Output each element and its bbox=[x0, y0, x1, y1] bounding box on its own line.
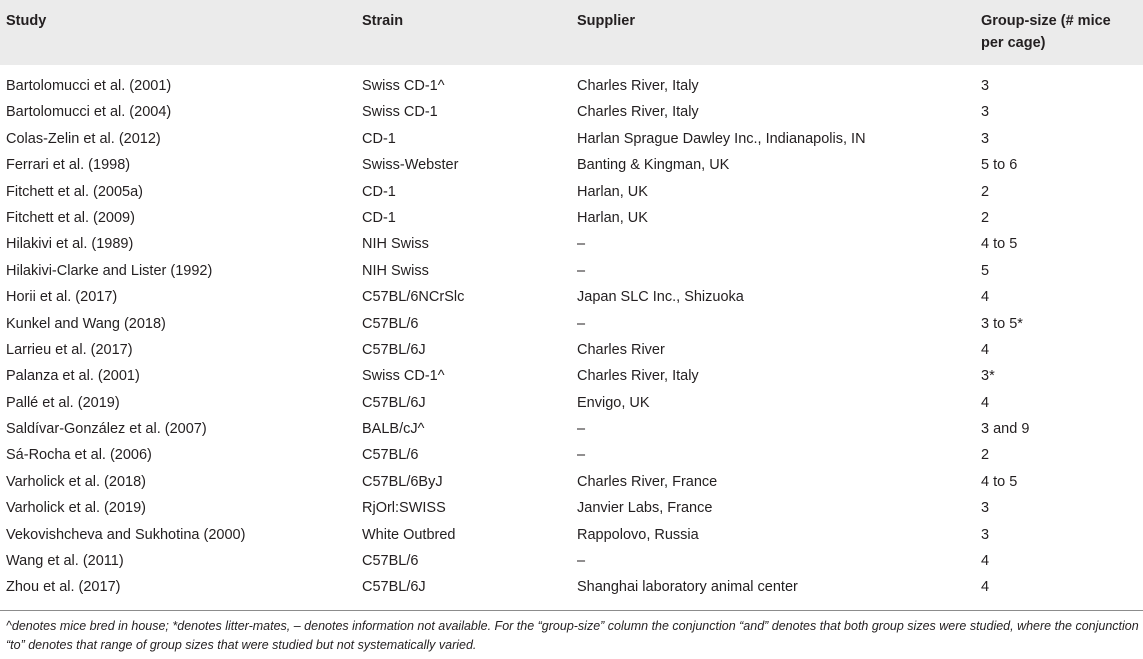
cell-study: Wang et al. (2011) bbox=[6, 553, 124, 570]
table-row bbox=[0, 339, 1143, 365]
cell-group-size: 4 bbox=[981, 394, 990, 411]
cell-study: Varholick et al. (2018) bbox=[6, 473, 146, 490]
cell-group-size: 3 bbox=[981, 104, 990, 121]
cell-group-size: 5 to 6 bbox=[981, 157, 1018, 174]
cell-supplier: – bbox=[577, 315, 586, 332]
table-row bbox=[0, 576, 1143, 602]
cell-group-size: 3 bbox=[981, 78, 990, 94]
cell-study: Pallé et al. (2019) bbox=[6, 394, 120, 411]
cell-supplier: Rappolovo, Russia bbox=[577, 526, 699, 543]
cell-supplier: Shanghai laboratory animal center bbox=[577, 579, 798, 596]
cell-study: Kunkel and Wang (2018) bbox=[6, 315, 166, 332]
cell-strain: White Outbred bbox=[362, 526, 456, 543]
table-row bbox=[0, 260, 1143, 286]
table-row bbox=[0, 550, 1143, 576]
cell-group-size: 3 bbox=[981, 130, 990, 147]
cell-group-size: 4 bbox=[981, 553, 990, 570]
cell-study: Horii et al. (2017) bbox=[6, 289, 118, 306]
cell-group-size: 3 to 5* bbox=[981, 315, 1023, 332]
cell-group-size: 4 bbox=[981, 579, 990, 596]
cell-study: Fitchett et al. (2005a) bbox=[6, 183, 144, 200]
cell-supplier: – bbox=[577, 447, 586, 464]
cell-strain: C57BL/6ByJ bbox=[362, 473, 443, 490]
cell-supplier: – bbox=[577, 553, 586, 570]
cell-group-size: 4 to 5 bbox=[981, 236, 1018, 253]
cell-study: Varholick et al. (2019) bbox=[6, 500, 146, 517]
cell-supplier: Janvier Labs, France bbox=[577, 500, 713, 517]
cell-strain: C57BL/6 bbox=[362, 315, 419, 332]
table-row bbox=[0, 444, 1143, 470]
table-row bbox=[0, 101, 1143, 127]
cell-supplier: Harlan, UK bbox=[577, 183, 648, 200]
cell-strain: BALB/cJ^ bbox=[362, 421, 425, 438]
table-row bbox=[0, 207, 1143, 233]
cell-study: Sá-Rocha et al. (2006) bbox=[6, 447, 152, 464]
table-row bbox=[0, 75, 1143, 101]
cell-strain: Swiss CD-1^ bbox=[362, 368, 445, 385]
cell-study: Bartolomucci et al. (2004) bbox=[6, 104, 172, 121]
cell-supplier: Envigo, UK bbox=[577, 394, 650, 411]
cell-group-size: 2 bbox=[981, 209, 990, 226]
cell-study: Zhou et al. (2017) bbox=[6, 579, 121, 596]
header-study: Study bbox=[6, 13, 47, 29]
cell-supplier: Banting & Kingman, UK bbox=[577, 157, 730, 174]
cell-strain: CD-1 bbox=[362, 130, 396, 147]
cell-group-size: 4 bbox=[981, 341, 990, 358]
cell-study: Ferrari et al. (1998) bbox=[6, 157, 131, 174]
cell-strain: NIH Swiss bbox=[362, 236, 429, 253]
cell-group-size: 2 bbox=[981, 447, 990, 464]
cell-supplier: Harlan Sprague Dawley Inc., Indianapolis, IN bbox=[577, 130, 866, 147]
table-row bbox=[0, 286, 1143, 312]
header-strain: Strain bbox=[362, 13, 404, 29]
cell-strain: Swiss-Webster bbox=[362, 157, 459, 174]
table-row bbox=[0, 392, 1143, 418]
table-row bbox=[0, 471, 1143, 497]
table-row bbox=[0, 233, 1143, 259]
cell-supplier: – bbox=[577, 421, 586, 438]
header-supplier: Supplier bbox=[577, 13, 636, 29]
cell-study: Bartolomucci et al. (2001) bbox=[6, 78, 172, 94]
cell-supplier: – bbox=[577, 236, 586, 253]
cell-supplier: Charles River, France bbox=[577, 473, 718, 490]
cell-group-size: 5 bbox=[981, 262, 990, 279]
table-header bbox=[0, 0, 1143, 65]
cell-group-size: 4 to 5 bbox=[981, 473, 1018, 490]
table-row bbox=[0, 154, 1143, 180]
table-body bbox=[0, 75, 1143, 603]
cell-strain: RjOrl:SWISS bbox=[362, 500, 446, 517]
cell-strain: C57BL/6J bbox=[362, 394, 426, 411]
cell-strain: Swiss CD-1 bbox=[362, 104, 438, 121]
cell-study: Palanza et al. (2001) bbox=[6, 368, 140, 385]
cell-strain: CD-1 bbox=[362, 209, 396, 226]
cell-supplier: Charles River, Italy bbox=[577, 78, 699, 94]
table-row bbox=[0, 524, 1143, 550]
cell-study: Hilakivi et al. (1989) bbox=[6, 236, 134, 253]
cell-supplier: Charles River, Italy bbox=[577, 104, 699, 121]
cell-strain: C57BL/6J bbox=[362, 341, 426, 358]
cell-group-size: 3 bbox=[981, 526, 990, 543]
cell-study: Vekovishcheva and Sukhotina (2000) bbox=[6, 526, 246, 543]
table-row bbox=[0, 365, 1143, 391]
cell-strain: C57BL/6J bbox=[362, 579, 426, 596]
table-row bbox=[0, 313, 1143, 339]
table-row bbox=[0, 497, 1143, 523]
cell-strain: C57BL/6 bbox=[362, 447, 419, 464]
cell-group-size: 3 and 9 bbox=[981, 421, 1030, 438]
table-row bbox=[0, 128, 1143, 154]
cell-study: Colas-Zelin et al. (2012) bbox=[6, 130, 161, 147]
cell-study: Fitchett et al. (2009) bbox=[6, 209, 135, 226]
table-row bbox=[0, 181, 1143, 207]
cell-group-size: 2 bbox=[981, 183, 990, 200]
cell-strain: CD-1 bbox=[362, 183, 396, 200]
cell-strain: Swiss CD-1^ bbox=[362, 78, 445, 94]
cell-group-size: 3* bbox=[981, 368, 995, 385]
cell-supplier: Charles River, Italy bbox=[577, 368, 699, 385]
table-row bbox=[0, 418, 1143, 444]
cell-strain: C57BL/6 bbox=[362, 553, 419, 570]
cell-study: Saldívar-González et al. (2007) bbox=[6, 421, 207, 438]
header-group-size: Group-size (# mice per cage) bbox=[981, 13, 1111, 51]
cell-study: Hilakivi-Clarke and Lister (1992) bbox=[6, 262, 213, 279]
cell-supplier: Harlan, UK bbox=[577, 209, 648, 226]
cell-group-size: 4 bbox=[981, 289, 990, 306]
table-footnote: ^denotes mice bred in house; *denotes litter-mates, – denotes information not available. For the “group-size” column the conjunction “and” denotes that both group sizes were studied, where the conjunction “to” denotes that range of group sizes that were studied but not systematically varied. bbox=[6, 619, 1139, 652]
cell-strain: C57BL/6NCrSlc bbox=[362, 289, 465, 306]
cell-supplier: Charles River bbox=[577, 341, 665, 358]
cell-strain: NIH Swiss bbox=[362, 262, 429, 279]
cell-supplier: – bbox=[577, 262, 586, 279]
cell-group-size: 3 bbox=[981, 500, 990, 517]
cell-supplier: Japan SLC Inc., Shizuoka bbox=[577, 289, 744, 306]
cell-study: Larrieu et al. (2017) bbox=[6, 341, 133, 358]
footnote-divider bbox=[0, 610, 1143, 611]
